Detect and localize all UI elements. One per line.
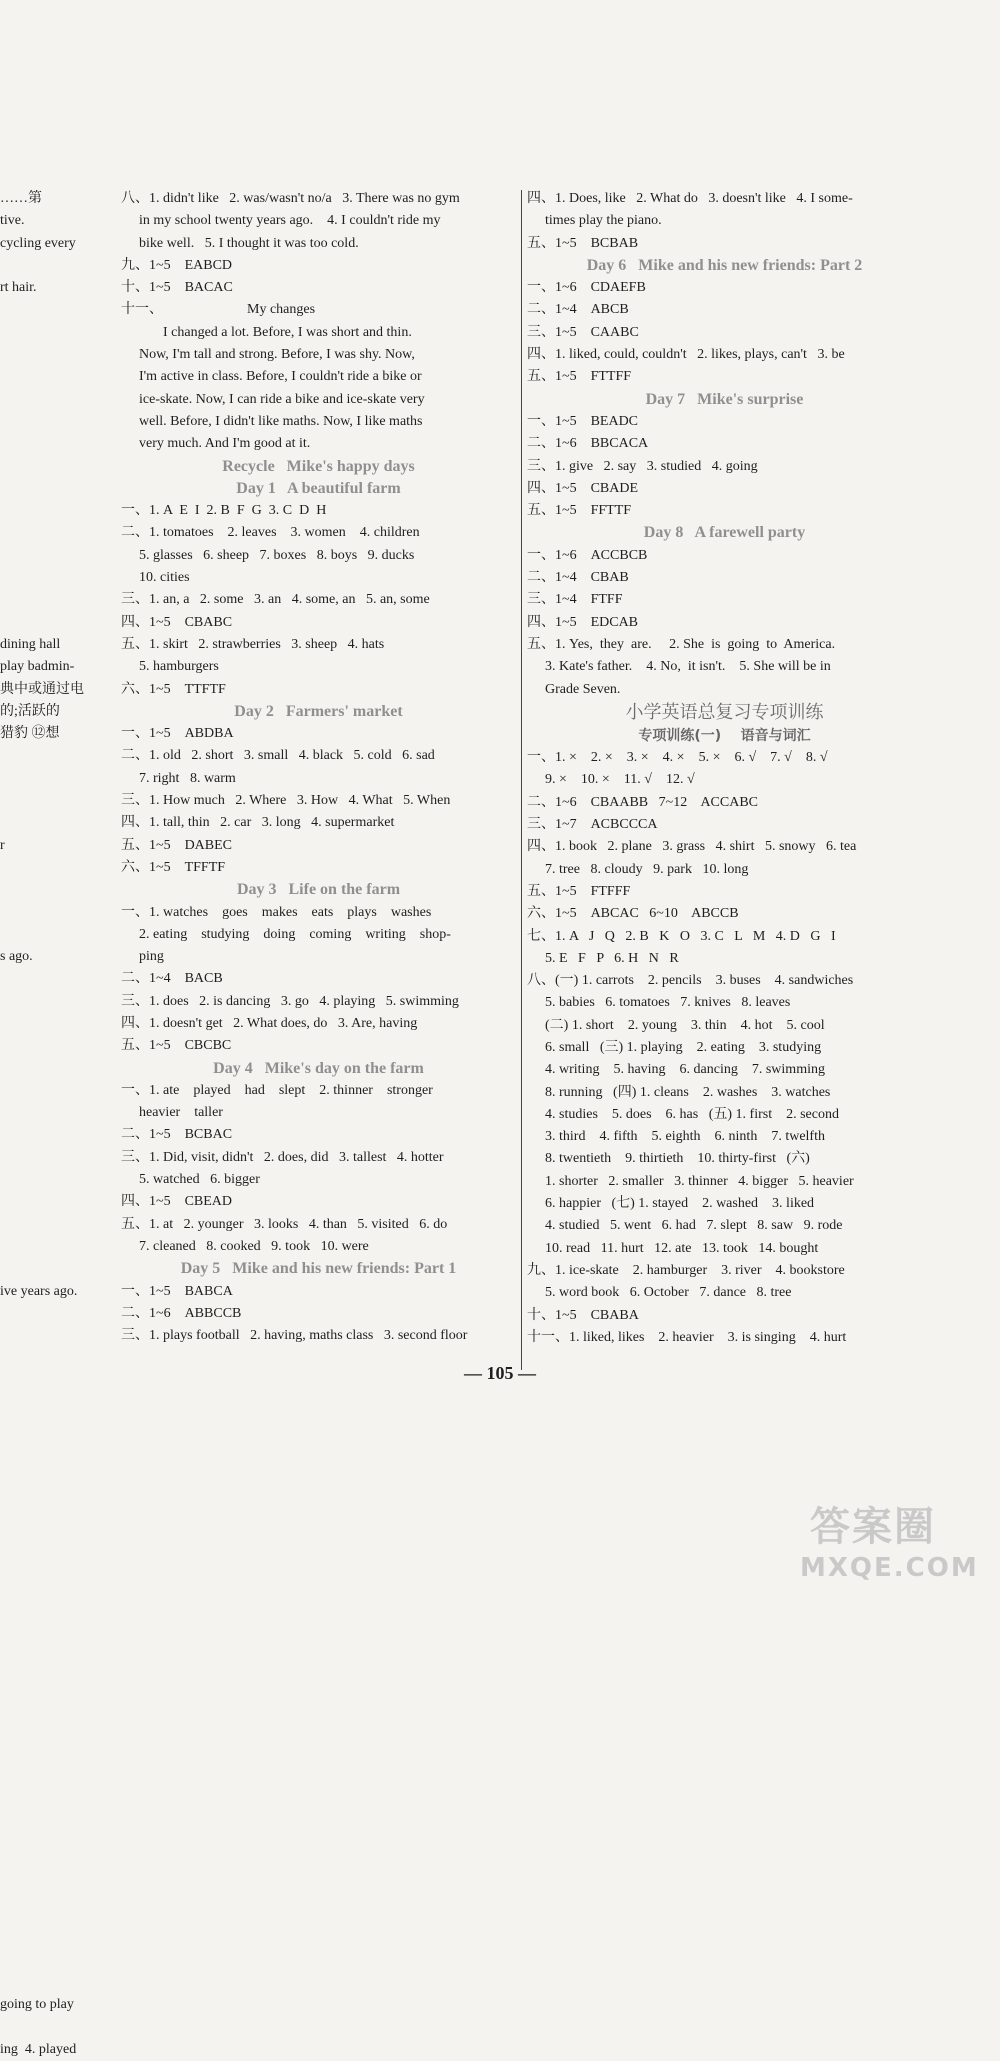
answer-line: I'm active in class. Before, I couldn't ride a bike or — [139, 369, 422, 385]
answer-line: 一、1. watches goes makes eats plays washes — [121, 904, 432, 920]
answer-line: 二、1. tomatoes 2. leaves 3. women 4. children — [121, 525, 420, 541]
left-fragment-line — [0, 1838, 95, 1860]
left-fragment-line — [0, 1124, 95, 1146]
left-fragment-line: ive years ago. — [0, 1283, 78, 1299]
watermark-top-text: 答案圈 — [810, 1504, 936, 1550]
left-fragment-line — [0, 522, 95, 544]
answer-line: 二、1~4 CBAB — [527, 570, 629, 586]
left-fragment-line — [0, 255, 95, 277]
left-fragment-line — [0, 1816, 95, 1838]
answer-line: 五、1~5 FTFFF — [527, 883, 631, 899]
left-fragment-line — [0, 1258, 95, 1280]
answer-line: 五、1~5 FTTFF — [527, 369, 632, 385]
answer-line: 10. read 11. hurt 12. ate 13. took 14. bought — [545, 1240, 819, 1256]
watermark-bottom-text: MXQE.COM — [800, 1553, 979, 1583]
answer-line: 二、1~6 ABBCCB — [121, 1305, 242, 1321]
answer-line: 五、1~5 FFTTF — [527, 503, 632, 519]
answer-line: 5. word book 6. October 7. dance 8. tree — [545, 1285, 792, 1301]
left-fragment-line — [0, 1927, 95, 1949]
left-fragment-line: 典中或通过电 — [0, 681, 84, 697]
answer-line: 6. small (三) 1. playing 2. eating 3. studying — [545, 1039, 822, 1055]
left-fragment-line — [0, 1749, 95, 1771]
left-fragment-line — [0, 1058, 95, 1080]
right-column — [527, 188, 922, 1349]
answer-line: 1. shorter 2. smaller 3. thinner 4. bigger 5. heavier — [545, 1173, 854, 1189]
answer-line: 8. running (四) 1. cleans 2. washes 3. watches — [545, 1084, 831, 1100]
left-fragment-line — [0, 1392, 95, 1414]
answer-line: 三、1~7 ACBCCCA — [527, 817, 658, 833]
left-fragment-line: r — [0, 837, 5, 853]
answer-line: 二、1. old 2. short 3. small 4. black 5. cold 6. sad — [121, 748, 435, 764]
answer-line: 一、1~6 CDAEFB — [527, 280, 646, 296]
answer-line: 5. babies 6. tomatoes 7. knives 8. leaves — [545, 995, 791, 1011]
left-fragment-line — [0, 411, 95, 433]
left-fragment-line — [0, 589, 95, 611]
answer-line: 6. happier (七) 1. stayed 2. washed 3. liked — [545, 1196, 815, 1212]
section-heading: Recycle Mike's happy days — [222, 457, 415, 475]
answer-line: 六、1~5 ABCAC 6~10 ABCCB — [527, 906, 739, 922]
left-fragment-line — [0, 1726, 95, 1748]
answer-line: 一、1. × 2. × 3. × 4. × 5. × 6. √ 7. √ 8. √ — [527, 750, 828, 766]
left-fragment-line: going to play — [0, 1997, 74, 2013]
answer-line: 二、1~6 CBAABB 7~12 ACCABC — [527, 794, 759, 810]
answer-line: 五、1~5 BCBAB — [527, 235, 639, 251]
page-number: — 105 — — [464, 1363, 536, 1383]
answer-line: 三、1~5 CAABC — [527, 324, 639, 340]
left-fragment-line — [0, 1637, 95, 1659]
section-heading: Day 4 Mike's day on the farm — [213, 1059, 424, 1077]
answer-line: 一、1. A E I 2. B F G 3. C D H — [121, 503, 327, 519]
left-fragment-line — [0, 1437, 95, 1459]
left-column-fragments — [0, 188, 95, 2061]
left-fragment-line — [0, 879, 95, 901]
left-fragment-line — [0, 389, 95, 411]
answer-line: 五、1~5 DABEC — [121, 837, 233, 853]
answer-line: ping — [139, 949, 164, 965]
section-heading: Day 6 Mike and his new friends: Part 2 — [586, 256, 863, 274]
answer-line: 四、1~5 CBADE — [527, 480, 639, 496]
left-fragment-line: dining hall — [0, 636, 61, 652]
answer-line: 三、1. plays football 2. having, maths class 3. second floor — [121, 1328, 468, 1344]
left-fragment-line — [0, 902, 95, 924]
left-fragment-line — [0, 991, 95, 1013]
answer-line: 三、1~4 FTFF — [527, 592, 623, 608]
left-fragment-line: rt hair. — [0, 280, 37, 296]
left-fragment-line — [0, 1526, 95, 1548]
answer-line: 五、1. Yes, they are. 2. She is going to America. — [527, 636, 836, 652]
left-fragment-line — [0, 1481, 95, 1503]
answer-line: 4. studied 5. went 6. had 7. slept 8. saw 9. rode — [545, 1218, 843, 1234]
column-divider — [521, 190, 522, 1370]
section-heading: Day 3 Life on the farm — [236, 881, 401, 899]
left-fragment-line — [0, 790, 95, 812]
answer-line: Grade Seven. — [545, 681, 621, 697]
answer-line: 5. watched 6. bigger — [139, 1172, 260, 1188]
review-section-title: 小学英语总复习专项训练 — [625, 701, 824, 723]
answer-line: 十一、1. liked, likes 2. heavier 3. is singing 4. hurt — [527, 1329, 847, 1345]
answer-line: 一、1~5 BEADC — [527, 413, 639, 429]
answer-line: 二、1~5 BCBAC — [121, 1127, 233, 1143]
left-fragment-line — [0, 456, 95, 478]
answer-line: 四、1. Does, like 2. What do 3. doesn't like 4. I some- — [527, 191, 853, 206]
left-fragment-line — [0, 1860, 95, 1882]
answer-line: very much. And I'm good at it. — [139, 436, 311, 452]
answer-line: 7. cleaned 8. cooked 9. took 10. were — [139, 1238, 369, 1254]
left-fragment-line — [0, 1682, 95, 1704]
answer-line: 3. third 4. fifth 5. eighth 6. ninth 7. twelfth — [545, 1129, 825, 1145]
left-fragment-line — [0, 1147, 95, 1169]
answer-line: 5. glasses 6. sheep 7. boxes 8. boys 9. ducks — [139, 547, 415, 563]
answer-line: well. Before, I didn't like maths. Now, I like maths — [139, 413, 423, 429]
left-fragment-line: cycling every — [0, 235, 76, 251]
answer-line: (二) 1. short 2. young 3. thin 4. hot 5. cool — [545, 1017, 825, 1033]
answer-line: 8. twentieth 9. thirtieth 10. thirty-first (六) — [545, 1151, 810, 1167]
answer-line: bike well. 5. I thought it was too cold. — [139, 235, 359, 251]
left-fragment-line — [0, 1704, 95, 1726]
answer-line: 三、1. an, a 2. some 3. an 4. some, an 5. an, some — [121, 592, 430, 608]
left-fragment-line — [0, 1972, 95, 1994]
left-fragment-line — [0, 1080, 95, 1102]
answer-line: 四、1. tall, thin 2. car 3. long 4. supermarket — [121, 815, 395, 831]
left-fragment-line: 的;活跃的 — [0, 703, 60, 719]
section-heading: Day 1 A beautiful farm — [236, 479, 401, 497]
answer-line: 三、1. How much 2. Where 3. How 4. What 5. When — [121, 793, 451, 809]
left-fragment-line — [0, 1102, 95, 1124]
left-fragment-line — [0, 1035, 95, 1057]
answer-line: I changed a lot. Before, I was short and thin. — [163, 324, 412, 340]
left-fragment-line — [0, 1504, 95, 1526]
answer-line: 三、1. does 2. is dancing 3. go 4. playing 5. swimming — [121, 993, 459, 1009]
left-fragment-line — [0, 812, 95, 834]
section-heading: Day 7 Mike's surprise — [645, 390, 804, 408]
left-fragment-line — [0, 567, 95, 589]
answer-line: 六、1~5 TTFTF — [121, 681, 226, 697]
left-fragment-line — [0, 1593, 95, 1615]
left-fragment-line — [0, 1905, 95, 1927]
answer-line: 八、(一) 1. carrots 2. pencils 3. buses 4. sandwiches — [527, 973, 854, 989]
answer-line: 二、1~4 ABCB — [527, 302, 629, 318]
section-heading: Day 8 A farewell party — [643, 524, 806, 542]
left-fragment-line — [0, 1660, 95, 1682]
left-fragment-line: s ago. — [0, 949, 33, 965]
middle-column — [121, 188, 516, 1347]
left-fragment-line — [0, 1771, 95, 1793]
left-fragment-line — [0, 1459, 95, 1481]
answer-line: 四、1~5 CBABC — [121, 614, 233, 630]
answer-line: 7. right 8. warm — [139, 770, 236, 786]
answer-line: ice-skate. Now, I can ride a bike and ice-skate very — [139, 391, 425, 407]
left-fragment-line — [0, 433, 95, 455]
answer-line: 10. cities — [139, 570, 190, 586]
answer-line: 十一、 My changes — [121, 302, 316, 318]
answer-line: 一、1~5 BABCA — [121, 1283, 233, 1299]
left-fragment-line — [0, 857, 95, 879]
left-fragment-line — [0, 1214, 95, 1236]
answer-line: 六、1~5 TFFTF — [121, 859, 226, 875]
answer-line: 十、1~5 BACAC — [121, 280, 233, 296]
left-fragment-line: ……第 — [0, 191, 42, 206]
left-fragment-line — [0, 322, 95, 344]
left-fragment-line — [0, 1548, 95, 1570]
right-column-top — [527, 188, 922, 701]
answer-line: 一、1~6 ACCBCB — [527, 547, 648, 563]
left-fragment-line — [0, 1883, 95, 1905]
answer-line: 九、1~5 EABCD — [121, 257, 233, 273]
left-fragment-line: ing 4. played — [0, 2041, 77, 2057]
answer-line: 2. eating studying doing coming writing shop- — [139, 926, 451, 942]
answer-line: 五、1~5 CBCBC — [121, 1038, 232, 1054]
right-column-bottom — [527, 747, 922, 1349]
left-fragment-line — [0, 1325, 95, 1347]
left-fragment-line — [0, 1570, 95, 1592]
left-fragment-line — [0, 612, 95, 634]
left-fragment-line — [0, 478, 95, 500]
left-fragment-line — [0, 1949, 95, 1971]
left-fragment-line — [0, 1236, 95, 1258]
left-fragment-line — [0, 924, 95, 946]
answer-line: Now, I'm tall and strong. Before, I was shy. Now, — [139, 347, 415, 363]
answer-line: 五、1. at 2. younger 3. looks 4. than 5. visited 6. do — [121, 1216, 448, 1232]
answer-line: in my school twenty years ago. 4. I couldn't ride my — [139, 213, 441, 229]
answer-line: 十、1~5 CBABA — [527, 1307, 639, 1323]
answer-line: 9. × 10. × 11. √ 12. √ — [545, 772, 695, 788]
left-fragment-line — [0, 1303, 95, 1325]
answer-line: 八、1. didn't like 2. was/wasn't no/a 3. There was no gym — [121, 191, 460, 206]
left-fragment-line: 猎豹 ⑫想 — [0, 726, 60, 742]
left-fragment-line — [0, 545, 95, 567]
answer-line: 二、1~4 BACB — [121, 971, 223, 987]
left-fragment-line — [0, 500, 95, 522]
answer-line: times play the piano. — [545, 213, 662, 229]
left-fragment-line — [0, 1191, 95, 1213]
answer-line: 三、1. give 2. say 3. studied 4. going — [527, 458, 758, 474]
left-fragment-line — [0, 344, 95, 366]
left-fragment-line — [0, 299, 95, 321]
section-heading: Day 2 Farmers' market — [234, 702, 403, 720]
answer-line: 一、1. ate played had slept 2. thinner stronger — [121, 1082, 433, 1098]
left-fragment-line — [0, 768, 95, 790]
answer-line: 5. hamburgers — [139, 659, 219, 675]
section-heading: Day 5 Mike and his new friends: Part 1 — [180, 1260, 457, 1278]
answer-line: 三、1. Did, visit, didn't 2. does, did 3. tallest 4. hotter — [121, 1149, 444, 1165]
answer-line: 四、1. liked, could, couldn't 2. likes, plays, can't 3. be — [527, 347, 845, 363]
left-fragment-line: tive. — [0, 213, 25, 229]
watermark-logo — [800, 1495, 990, 1595]
answer-line: 五、1. skirt 2. strawberries 3. sheep 4. hats — [121, 636, 385, 652]
left-fragment-line — [0, 2016, 95, 2038]
answer-line: 3. Kate's father. 4. No, it isn't. 5. She will be in — [545, 659, 831, 675]
review-subsection-title: 专项训练(一) 语音与词汇 — [638, 727, 811, 744]
left-fragment-line — [0, 1615, 95, 1637]
answer-line: heavier taller — [139, 1105, 223, 1121]
left-fragment-line — [0, 1414, 95, 1436]
answer-line: 一、1~5 ABDBA — [121, 726, 234, 742]
answer-line: 四、1~5 CBEAD — [121, 1194, 233, 1210]
answer-line: 5. E F P 6. H N R — [545, 950, 679, 966]
answer-line: 七、1. A J Q 2. B K O 3. C L M 4. D G I — [527, 928, 836, 944]
left-fragment-line — [0, 1793, 95, 1815]
left-fragment-line — [0, 1013, 95, 1035]
left-fragment-line — [0, 1169, 95, 1191]
answer-line: 四、1. doesn't get 2. What does, do 3. Are, having — [121, 1015, 418, 1031]
answer-line: 二、1~6 BBCACA — [527, 436, 649, 452]
answer-line: 4. studies 5. does 6. has (五) 1. first 2. second — [545, 1106, 839, 1122]
answer-line: 四、1~5 EDCAB — [527, 614, 639, 630]
left-fragment-line — [0, 745, 95, 767]
answer-line: 四、1. book 2. plane 3. grass 4. shirt 5. snowy 6. tea — [527, 839, 857, 855]
left-fragment-line — [0, 366, 95, 388]
left-fragment-line: play badmin- — [0, 659, 75, 675]
answer-line: 4. writing 5. having 6. dancing 7. swimming — [545, 1062, 825, 1078]
answer-line: 九、1. ice-skate 2. hamburger 3. river 4. bookstore — [527, 1262, 845, 1278]
left-fragment-line — [0, 968, 95, 990]
answer-line: 7. tree 8. cloudy 9. park 10. long — [545, 861, 749, 877]
